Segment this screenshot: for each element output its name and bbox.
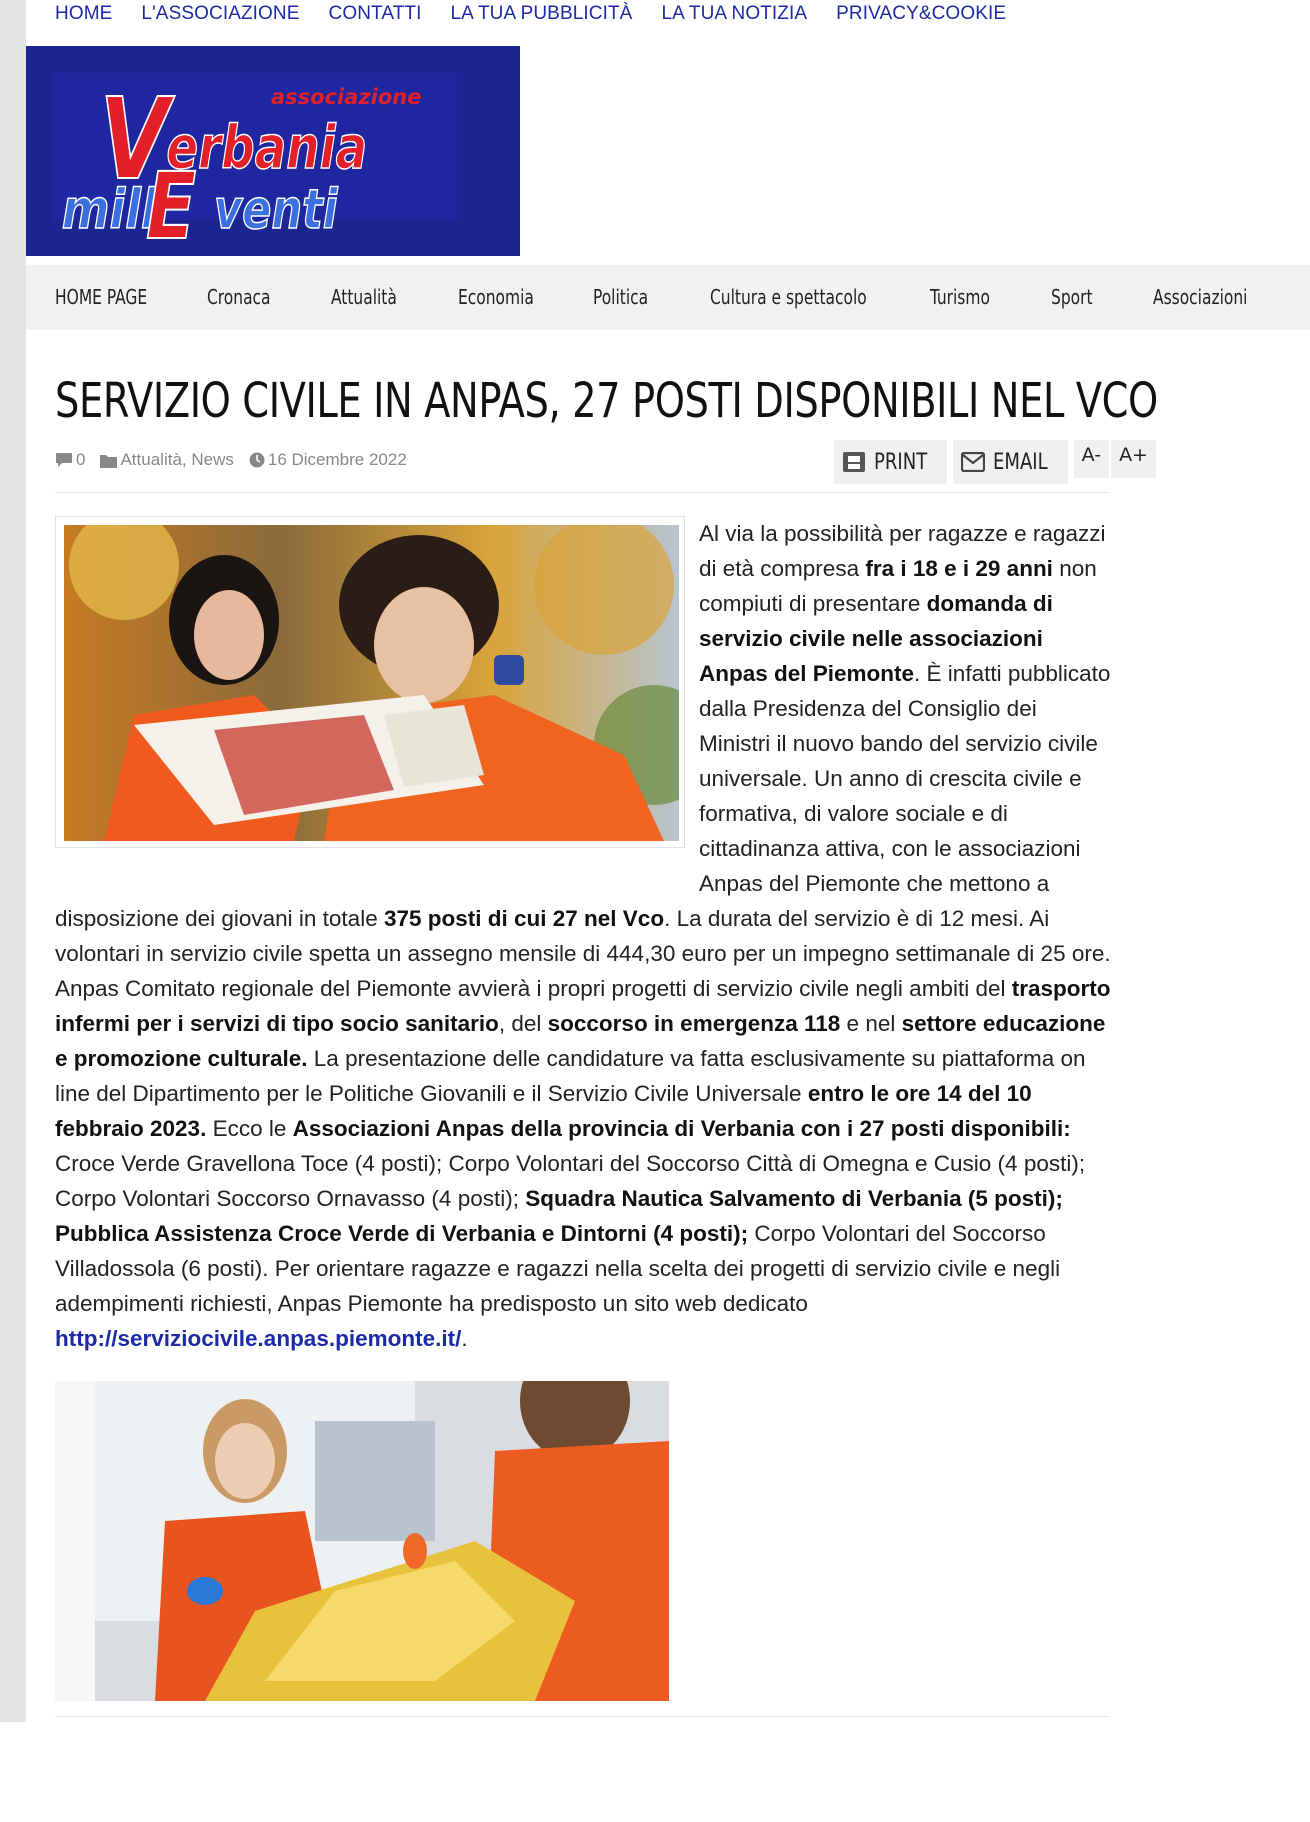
bold-text: entro le ore 14 del 10 febbraio 2023. — [55, 1081, 1032, 1141]
email-button[interactable] — [953, 440, 1068, 484]
top-nav-associazione[interactable]: L'ASSOCIAZIONE — [141, 3, 300, 24]
nav-turismo[interactable]: Turismo — [930, 285, 990, 309]
email-icon — [961, 452, 985, 472]
top-nav-notizia[interactable]: LA TUA NOTIZIA — [661, 3, 808, 24]
ambulance-rescue-photo — [55, 1381, 669, 1701]
logo-text-associazione: associazione — [271, 85, 422, 109]
article-categories-label: Attualità, News — [120, 450, 234, 469]
servizio-civile-link[interactable]: http://serviziocivile.anpas.piemonte.it/ — [55, 1326, 462, 1351]
article-tools — [834, 440, 1158, 484]
body-text: e nel — [840, 1011, 902, 1036]
article-date — [249, 450, 407, 470]
page-left-border — [0, 0, 26, 1722]
body-text: Ecco le — [206, 1116, 293, 1141]
top-nav-privacy[interactable]: PRIVACY&COOKIE — [836, 3, 1007, 24]
print-icon — [842, 451, 866, 473]
comment-icon — [55, 452, 73, 468]
top-nav-home[interactable]: HOME — [55, 3, 113, 24]
comments-count[interactable] — [55, 450, 85, 470]
logo-wordmark — [26, 46, 520, 256]
article-date-label: 16 Dicembre 2022 — [267, 450, 407, 469]
body-text: Al via la possibilità per ragazze e ragazzi di età compresa — [699, 521, 1106, 581]
article-title: SERVIZIO CIVILE IN ANPAS, 27 POSTI DISPONIBILI NEL VCO — [55, 373, 1158, 429]
nav-cronaca[interactable]: Cronaca — [207, 285, 271, 309]
logo-letter-v: V — [99, 74, 169, 205]
bold-text: fra i 18 e i 29 anni — [865, 556, 1053, 581]
logo-text-mill: mill — [61, 177, 157, 241]
font-decrease-button[interactable]: A- — [1074, 440, 1109, 478]
body-text: . La durata del servizio è di 12 mesi. Ai volontari in servizio civile spetta un assegno mensile di 444,30 euro per un impegno settimanale di 25 ore. Anpas Comitato regionale del Piemonte avvierà i propri progetti di servizio civile negli ambiti del — [55, 906, 1111, 1001]
logo-text-erbania: erbania — [166, 112, 368, 183]
site-logo[interactable] — [26, 46, 520, 256]
article-body — [55, 516, 1113, 1356]
article-image-ambulance — [55, 1381, 669, 1701]
logo-text-venti: venti — [214, 178, 338, 242]
bold-text: Squadra Nautica Salvamento di Verbania (5 posti); Pubblica Assistenza Croce Verde di Verbania e Dintorni (4 posti); — [55, 1186, 1063, 1246]
bold-text: 375 posti di cui 27 nel Vco — [383, 906, 665, 931]
article-categories[interactable] — [100, 450, 233, 470]
bold-text: trasporto infermi per i servizi di tipo socio sanitario — [55, 976, 1111, 1036]
nav-home-page[interactable]: HOME PAGE — [55, 285, 148, 309]
body-text: Croce Verde Gravellona Toce (4 posti); Corpo Volontari del Soccorso Città di Omegna e Cusio (4 posti); Corpo Volontari Soccorso Ornavasso (4 posti); — [55, 1151, 1086, 1211]
body-text: non compiuti di presentare — [699, 556, 1097, 616]
font-increase-button[interactable]: A+ — [1111, 440, 1156, 478]
print-label: PRINT — [874, 449, 928, 475]
top-nav-contatti[interactable]: CONTATTI — [328, 3, 422, 24]
nav-sport[interactable]: Sport — [1051, 285, 1093, 309]
body-text: . — [461, 1326, 468, 1351]
top-nav-pubblicita[interactable]: LA TUA PUBBLICITÀ — [450, 3, 633, 24]
bold-text: domanda di servizio civile nelle associazioni Anpas del Piemonte — [699, 591, 1053, 686]
meta-divider — [55, 492, 1109, 493]
nav-cultura-spettacolo[interactable]: Cultura e spettacolo — [710, 285, 867, 309]
print-button[interactable] — [834, 440, 947, 484]
top-nav — [55, 3, 1035, 27]
image-float-spacer — [55, 516, 699, 881]
article-end-divider — [55, 1716, 1109, 1717]
category-nav — [26, 265, 1310, 330]
nav-attualita[interactable]: Attualità — [331, 285, 397, 309]
article-meta — [55, 450, 422, 470]
nav-economia[interactable]: Economia — [458, 285, 534, 309]
bold-text: soccorso in emergenza 118 — [547, 1011, 841, 1036]
nav-associazioni[interactable]: Associazioni — [1153, 285, 1248, 309]
body-text: . È infatti pubblicato dalla Presidenza del Consiglio dei Ministri il nuovo bando del servizio civile universale. Un anno di crescita civile e formativa, di valore sociale e di cittadinanza attiva, con le associazioni Anpas del Piemonte che mettono a disposizione dei giovani in totale — [55, 661, 1111, 931]
bold-text: Associazioni Anpas della provincia di Verbania con i 27 posti disponibili: — [292, 1116, 1071, 1141]
email-label: EMAIL — [992, 449, 1048, 475]
clock-icon — [249, 452, 265, 468]
folder-icon — [100, 453, 117, 468]
bold-text: settore educazione e promozione culturale. — [55, 1011, 1106, 1071]
body-text: Corpo Volontari del Soccorso Villadossola (6 posti). Per orientare ragazze e ragazzi nella scelta dei progetti di servizio civile e negli adempimenti richiesti, Anpas Piemonte ha predisposto un sito web dedicato — [55, 1221, 1061, 1316]
body-text: La presentazione delle candidature va fatta esclusivamente su piattaforma on line del Dipartimento per le Politiche Giovanili e il Servizio Civile Universale — [55, 1046, 1086, 1106]
nav-politica[interactable]: Politica — [593, 285, 649, 309]
comments-count-value: 0 — [76, 450, 86, 469]
logo-letter-e: E — [146, 152, 197, 256]
body-text: , del — [498, 1011, 548, 1036]
